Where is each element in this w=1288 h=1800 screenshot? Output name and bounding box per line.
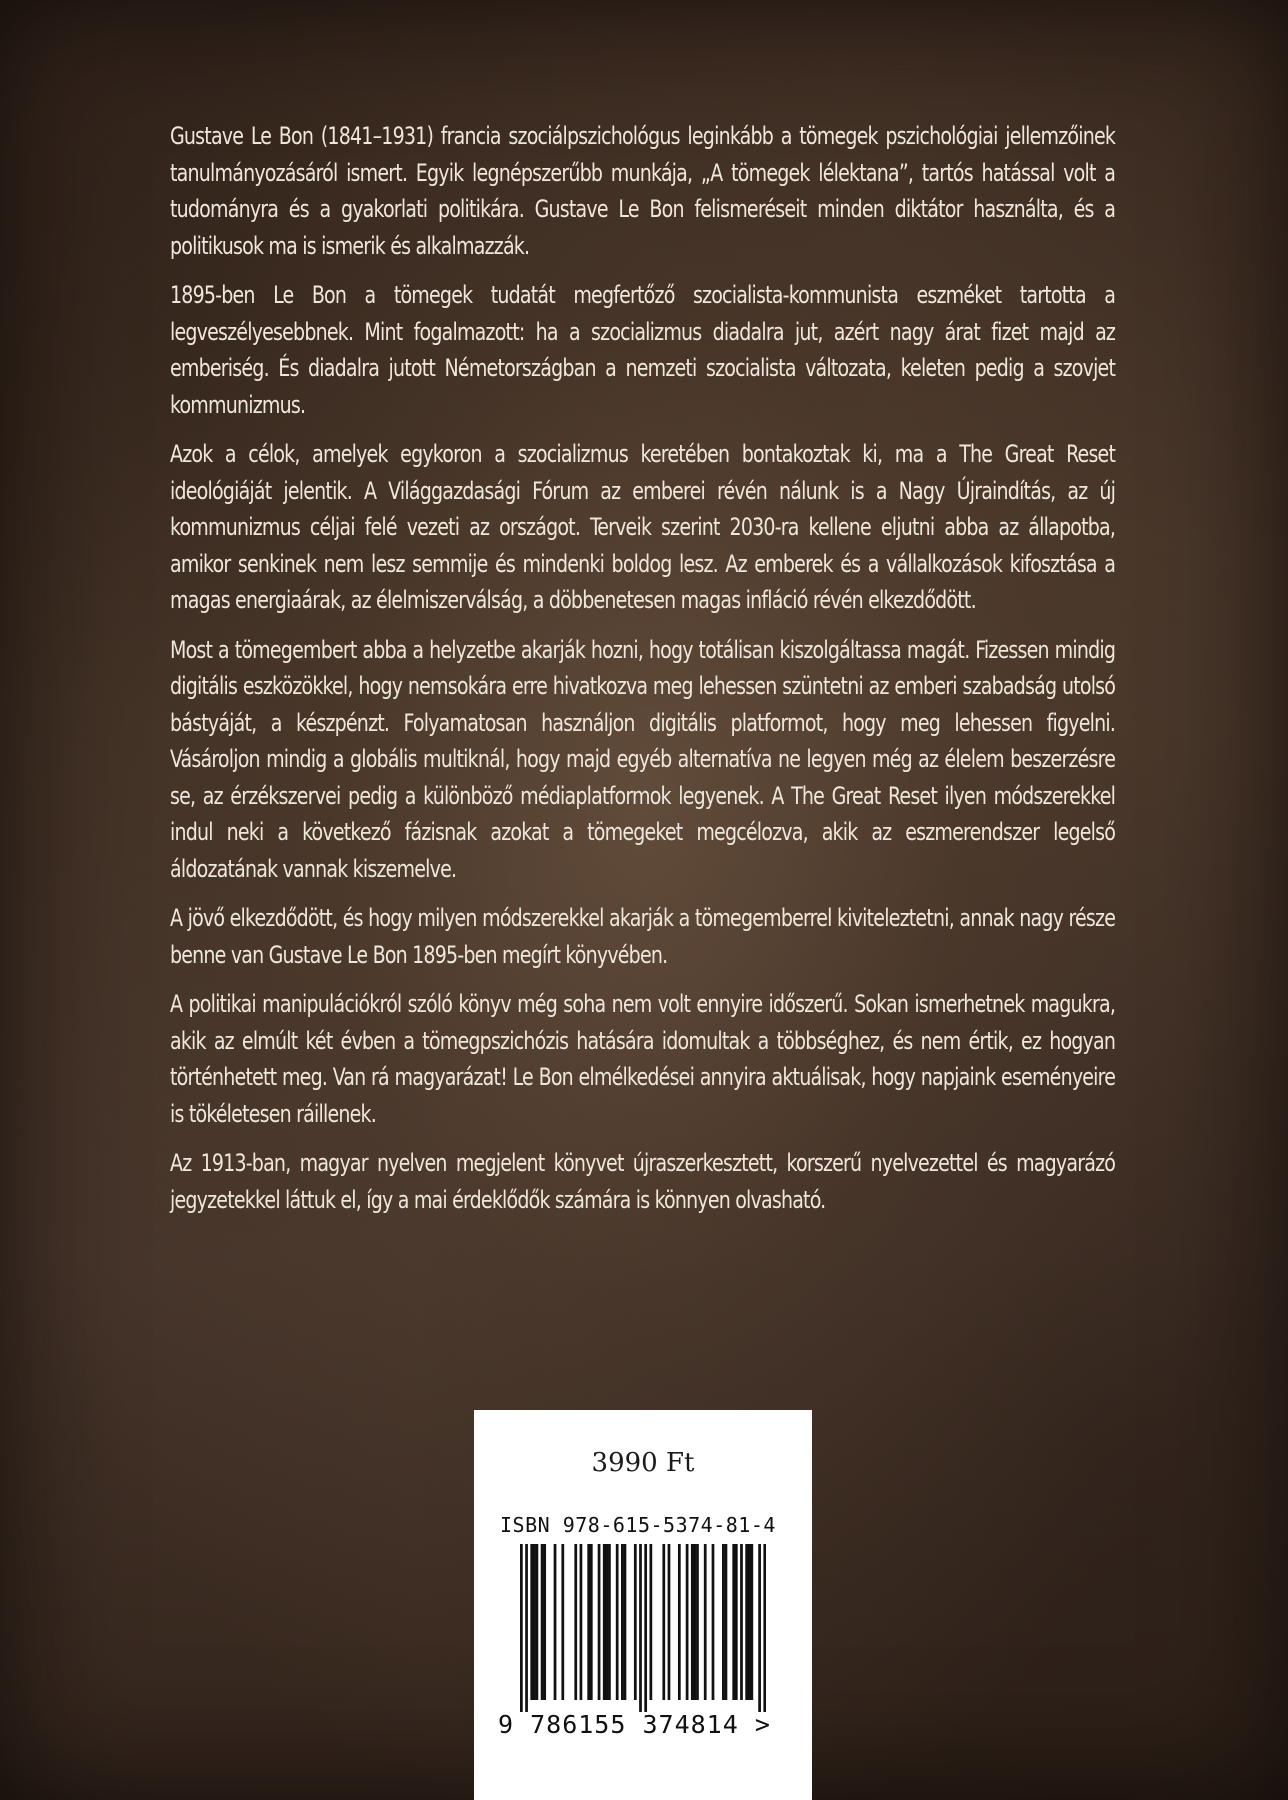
barcode-bar <box>621 1544 624 1700</box>
barcode-bars <box>520 1544 766 1712</box>
barcode-bar <box>748 1544 751 1700</box>
blurb-paragraph-6: A politikai manipulációkról szóló könyv még soha nem volt ennyire időszerű. Sokan ismerhetnek magukra, akik az elmúlt két évben a tömegpszichózis hatására idomultak a többséghez, és nem értik, ez hogyan történhetett meg. Van rá magyarázat! Le Bon elmélkedései annyira aktuálisak, hogy napjaink eseményeire is tökéletesen ráillenek. <box>170 990 1116 1128</box>
barcode-bar <box>725 1544 728 1700</box>
barcode-bar <box>520 1544 523 1712</box>
barcode-bar <box>644 1544 647 1712</box>
barcode-bar <box>686 1544 689 1700</box>
barcode-bar <box>740 1544 743 1700</box>
barcode-bar <box>712 1544 715 1700</box>
barcode-bar <box>598 1544 601 1700</box>
barcode-bar <box>704 1544 707 1700</box>
blurb-paragraph-3: Azok a célok, amelyek egykoron a szocializmus keretében bontakoztak ki, ma a The Great Reset ideológiáját jelentik. A Világgazdasági Fórum az emberei révén nálunk is a Nagy Újraindítás, az új kommunizmus céljai felé vezeti az országot. Terveik szerint 2030-ra kellene eljutni abba az állapotba, amikor senkinek nem lesz semmije és mindenki boldog lesz. Az emberek és a vállalkozások kifosztása a magas energiaárak, az élelmiszerválság, a döbbenetesen magas infláció révén elkezdődött. <box>170 440 1116 614</box>
barcode-bar <box>616 1544 619 1700</box>
barcode-bar <box>605 1544 608 1700</box>
barcode-bar <box>543 1544 546 1700</box>
barcode-bar <box>696 1544 699 1700</box>
barcode-bar <box>758 1544 761 1712</box>
barcode-bar <box>580 1544 583 1700</box>
blurb-paragraph-7: Az 1913-ban, magyar nyelven megjelent könyvet újraszerkesztett, korszerű nyelvezettel és magyarázó jegyzetekkel láttuk el, így a mai érdeklődők számára is könnyen olvasható. <box>170 1149 1116 1214</box>
barcode-bar <box>763 1544 766 1712</box>
ean-digits: 9 786155 374814 > <box>498 1710 771 1739</box>
barcode-bar <box>668 1544 671 1700</box>
blurb-paragraph-4: Most a tömegembert abba a helyzetbe akarják hozni, hogy totálisan kiszolgáltassa magát. Fizessen mindig digitális eszközökkel, hogy nemsokára erre hivatkozva meg lehessen szüntetni az emberi szabadság utolsó bástyáját, a készpénzt. Folyamatosan használjon digitális platformot, hogy meg lehessen figyelni. Vásároljon mindig a globális multiknál, hogy majd egyéb alternatíva ne legyen még az élelem beszerzésre se, az érzékszervei pedig a különböző médiaplatformok legyenek. A The Great Reset ilyen módszerekkel indul neki a következő fázisnak azokat a tömegeket megcélozva, akik az eszmerendszer legelső áldozatának vannak kiszemelve. <box>170 635 1116 883</box>
barcode-bar <box>624 1544 627 1700</box>
barcode-bar <box>608 1544 611 1700</box>
barcode-bar <box>750 1544 753 1700</box>
barcode-bar <box>561 1544 564 1700</box>
isbn-text: ISBN 978-615-5374-81-4 <box>500 1513 776 1537</box>
blurb-paragraph-1: Gustave Le Bon (1841–1931) francia szociálpszichológus leginkább a tömegek pszichológiai jellemzőinek tanulmányozásáról ismert. Egyik legnépszerűbb munkája, „A tömegek lélektana”, tartós hatással volt a tudományra és a gyakorlati politikára. Gustave Le Bon felismeréseit minden diktátor használta, és a politikusok ma is ismerik és alkalmazzák. <box>170 122 1116 260</box>
back-cover-blurb <box>170 118 1116 1231</box>
barcode-bar <box>662 1544 665 1700</box>
barcode-bar <box>691 1544 694 1700</box>
barcode-bar <box>745 1544 748 1700</box>
barcode-bar <box>536 1544 539 1700</box>
barcode-bar <box>693 1544 696 1700</box>
barcode-bar <box>530 1544 533 1700</box>
blurb-paragraph-2: 1895-ben Le Bon a tömegek tudatát megfertőző szocialista-kommunista eszméket tartotta a legveszélyesebbnek. Mint fogalmazott: ha a szocializmus diadalra jut, azért nagy árat fizet majd az emberiség. És diadalra jutott Németországban a nemzeti szocialista változata, keleten pedig a szovjet kommunizmus. <box>170 281 1116 419</box>
barcode-bar <box>639 1544 642 1712</box>
barcode-bar <box>732 1544 735 1700</box>
barcode-label <box>474 1410 812 1800</box>
price-label: 3990 Ft <box>591 1448 695 1478</box>
barcode-bar <box>603 1544 606 1700</box>
barcode-bar <box>541 1544 544 1700</box>
barcode-bar <box>587 1544 590 1700</box>
barcode-bar <box>722 1544 725 1700</box>
barcode-bar <box>678 1544 681 1700</box>
barcode-bar <box>735 1544 738 1700</box>
barcode-bar <box>533 1544 536 1700</box>
barcode-bar <box>649 1544 652 1700</box>
blurb-paragraph-5: A jövő elkezdődött, és hogy milyen módszerekkel akarják a tömegemberrel kiviteleztetni, annak nagy része benne van Gustave Le Bon 1895-ben megírt könyvében. <box>170 904 1116 969</box>
barcode-bar <box>590 1544 593 1700</box>
barcode-bar <box>554 1544 557 1700</box>
barcode-bar <box>634 1544 637 1700</box>
barcode-bar <box>574 1544 577 1700</box>
barcode-bar <box>525 1544 528 1712</box>
